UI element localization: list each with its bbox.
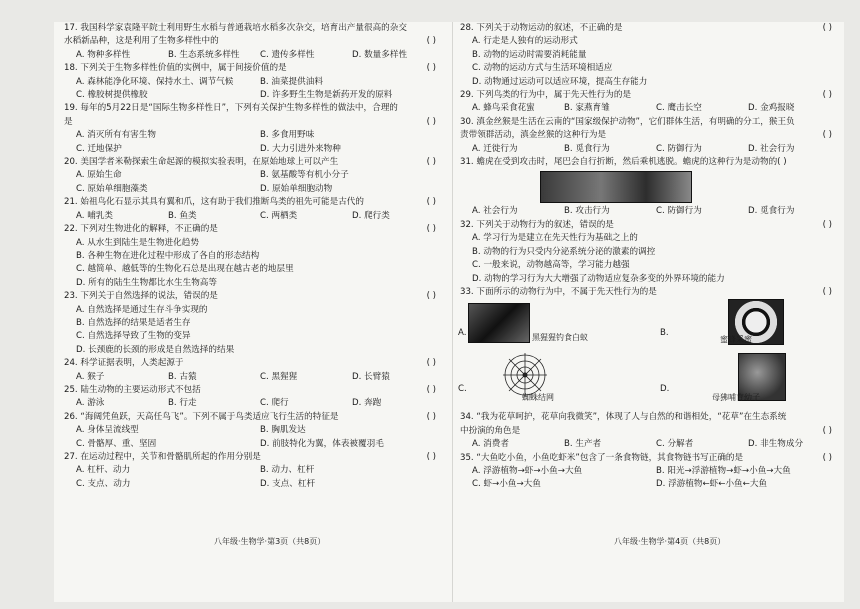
option: D. 大力引进外来物种 [260, 143, 341, 154]
option: D. 数量多样性 [352, 49, 408, 60]
option: C. 自然选择导致了生物的变异 [76, 331, 191, 342]
answer-paren: ( ) [426, 224, 436, 235]
option: D. 爬行类 [352, 210, 390, 221]
option: D. 长颈鹿的长颈的形成是自然选择的结果 [76, 344, 235, 355]
question-stem: 25. 陆生动物的主要运动形式不包括 ( ) [64, 384, 444, 397]
question-stem: 23. 下列关于自然选择的说法，错误的是 ( ) [64, 290, 444, 303]
figure-caption: 母狒哺育幼子 [712, 393, 760, 403]
option: B. 行走 [168, 398, 197, 409]
option: D. 许多野生生物是新药开发的原料 [260, 90, 393, 101]
options-row [64, 89, 444, 102]
question-stem: 30. 滇金丝猴是生活在云南的“国家级保护动物”，它们群体生活，有明确的分工，猴王负 [460, 116, 795, 127]
option: A. 行走是人独有的运动形式 [472, 36, 578, 47]
option: C. 骨骼厚、重、坚固 [76, 438, 157, 449]
option: B. 生产者 [564, 439, 602, 450]
option-letter: A. [458, 328, 467, 339]
option: D. 支点、杠杆 [260, 478, 316, 489]
option: A. 自然选择是通过生存斗争实现的 [76, 304, 208, 315]
option: C. 支点、动力 [76, 478, 131, 489]
options-row [460, 205, 840, 218]
gecko-figure [460, 169, 840, 205]
option: A. 物种多样性 [76, 49, 131, 60]
question-stem: 19. 每年的5月22日是“国际生物多样性日”，下列有关保护生物多样性的做法中，合理的 [64, 103, 398, 114]
option: B. 动物的行为只受内分泌系统分泌的激素的调控 [472, 246, 656, 257]
question-stem-cont: 责带领群活动，滇金丝猴的这种行为是 ( ) [460, 129, 840, 142]
option: D. 所有的陆生生物都比水生生物高等 [76, 277, 217, 288]
options-row [64, 464, 444, 477]
option: C. 防御行为 [656, 143, 702, 154]
option: A. 迁徙行为 [472, 143, 518, 154]
option: B. 氨基酸等有机小分子 [260, 170, 349, 181]
option: B. 胸肌发达 [260, 425, 306, 436]
answer-paren: ( ) [822, 452, 832, 463]
answer-paren: ( ) [426, 291, 436, 302]
option: B. 鱼类 [168, 210, 197, 221]
behavior-figures [460, 299, 840, 411]
option: B. 自然选择的结果是适者生存 [76, 317, 191, 328]
question-stem: 31. 蟾虎在受到攻击时，尾巴会自行折断，然后乘机逃脱。蟾虎的这种行为是动物的( ) [460, 157, 787, 168]
answer-paren: ( ) [822, 130, 832, 141]
option: A. 消灭所有有害生物 [76, 130, 156, 141]
question-stem: 20. 美国学者米勒探索生命起源的模拟实验表明，在原始地球上可以产生 ( ) [64, 156, 444, 169]
question-stem-cont: 水稻新品种，这是利用了生物多样性中的 ( ) [64, 35, 444, 48]
option: D. 非生物成分 [748, 439, 804, 450]
question-stem: 21. 始祖鸟化石显示其具有翼和爪，这有助于我们推断鸟类的祖先可能是古代的 ( ) [64, 196, 444, 209]
options-row [460, 438, 840, 451]
options-row [460, 478, 840, 491]
option: A. 猴子 [76, 371, 105, 382]
option: A. 身体呈流线型 [76, 425, 139, 436]
answer-paren: ( ) [426, 411, 436, 422]
answer-paren: ( ) [426, 197, 436, 208]
option-letter: D. [660, 384, 670, 395]
question-stem: 32. 下列关于动物行为的叙述，错误的是 ( ) [460, 219, 840, 232]
options-row [64, 371, 444, 384]
option: D. 原始单细胞动物 [260, 183, 333, 194]
option: C. 防御行为 [656, 206, 702, 217]
option: C. 分解者 [656, 439, 694, 450]
question-stem: 29. 下列鸟类的行为中，属于先天性行为的是 ( ) [460, 89, 840, 102]
question-stem-cont: 是 ( ) [64, 116, 444, 129]
option: B. 古猿 [168, 371, 197, 382]
option: B. 油菜提供油料 [260, 76, 323, 87]
options-row [64, 49, 444, 62]
option: C. 虾→小鱼→大鱼 [472, 479, 541, 490]
option: D. 动物通过运动可以适应环境，提高生存能力 [472, 76, 648, 87]
option: C. 两栖类 [260, 210, 298, 221]
options-row [64, 183, 444, 196]
option: A. 原始生命 [76, 170, 122, 181]
option: A. 蜂鸟采食花蜜 [472, 103, 535, 114]
question-stem-cont: 中扮演的角色是 ( ) [460, 425, 840, 438]
options-row [460, 102, 840, 115]
answer-paren: ( ) [426, 452, 436, 462]
right-page-footer: 八年级·生物学·第4页（共8页） [614, 537, 726, 546]
option: B. 动物的运动时需要消耗能量 [472, 49, 587, 60]
option: C. 动物的运动方式与生活环境相适应 [472, 63, 613, 74]
option: A. 学习行为是建立在先天性行为基础之上的 [472, 233, 638, 244]
option: B. 各种生物在进化过程中形成了各自的形态结构 [76, 250, 260, 261]
figure-caption: 蜘蛛结网 [522, 393, 554, 403]
answer-paren: ( ) [822, 23, 832, 33]
option: C. 原始单细胞藻类 [76, 183, 148, 194]
option: A. 从水生到陆生是生物进化趋势 [76, 237, 199, 248]
left-page [64, 22, 444, 491]
option: D. 奔跑 [352, 398, 382, 409]
option-letter: C. [458, 384, 467, 395]
option: A. 社会行为 [472, 206, 518, 217]
exam-sheet [54, 22, 844, 602]
option: C. 橡胶树提供橡胶 [76, 90, 148, 101]
chimpanzee-picture [468, 303, 530, 343]
option: D. 动物的学习行为大大增强了动物适应复杂多变的外界环境的能力 [472, 273, 725, 284]
option: C. 一般来说，动物越高等，学习能力越强 [472, 260, 630, 271]
question-stem: 27. 在运动过程中，关节和骨骼肌所起的作用分别是 ( ) [64, 451, 444, 464]
option: D. 长臂猿 [352, 371, 390, 382]
question-stem: 17. 我国科学家袁隆平院士利用野生水稻与普通栽培水稻多次杂交，培育出产量很高的杂交 [64, 23, 407, 33]
question-stem: 18. 下列关于生物多样性价值的实例中，属于间接价值的是 ( ) [64, 62, 444, 75]
answer-paren: ( ) [822, 425, 832, 436]
options-row [64, 210, 444, 223]
option: A. 哺乳类 [76, 210, 113, 221]
option: C. 爬行 [260, 398, 289, 409]
figure-caption: 黑猩猩钓食白蚁 [532, 333, 588, 343]
options-row [64, 129, 444, 142]
options-row [64, 438, 444, 451]
question-stem: 34. “我为花草呵护，花草向我微笑”，体现了人与自然的和谐相处，“花草”在生态系统 [460, 412, 787, 423]
option: B. 动力、杠杆 [260, 465, 315, 476]
gecko-picture [540, 171, 692, 203]
option: C. 越简单、越低等的生物化石总是出现在越古老的地层里 [76, 264, 294, 275]
page-fold [452, 22, 453, 602]
options-row [64, 169, 444, 182]
question-stem: 28. 下列关于动物运动的叙述，不正确的是 ( ) [460, 22, 840, 35]
option-letter: B. [660, 328, 669, 339]
option: D. 浮游植物←虾←小鱼←大鱼 [656, 479, 768, 490]
question-stem: 35. “大鱼吃小鱼，小鱼吃虾米”包含了一条食物链，其食物链书写正确的是 ( ) [460, 452, 840, 465]
option: A. 森林能净化环境、保持水土、调节气候 [76, 76, 234, 87]
option: D. 觅食行为 [748, 206, 795, 217]
option: B. 生态系统多样性 [168, 49, 240, 60]
answer-paren: ( ) [822, 286, 832, 297]
option: A. 游泳 [76, 398, 105, 409]
option: A. 浮游植物→虾→小鱼→大鱼 [472, 465, 583, 476]
option: B. 觅食行为 [564, 143, 610, 154]
option: C. 黑猩猩 [260, 371, 298, 382]
answer-paren: ( ) [426, 116, 436, 127]
option: A. 消费者 [472, 439, 509, 450]
answer-paren: ( ) [426, 157, 436, 168]
answer-paren: ( ) [426, 36, 436, 47]
options-row [64, 143, 444, 156]
options-row [64, 478, 444, 491]
option: B. 攻击行为 [564, 206, 610, 217]
answer-paren: ( ) [426, 358, 436, 369]
question-stem: 33. 下面所示的动物行为中，不属于先天性行为的是 ( ) [460, 286, 840, 299]
answer-paren: ( ) [426, 384, 436, 395]
answer-paren: ( ) [822, 219, 832, 230]
option: D. 社会行为 [748, 143, 795, 154]
answer-paren: ( ) [426, 63, 436, 74]
right-page [460, 22, 840, 492]
options-row [64, 424, 444, 437]
option: D. 前肢特化为翼，体表被覆羽毛 [260, 438, 384, 449]
question-stem: 24. 科学证据表明，人类起源于 ( ) [64, 357, 444, 370]
option: B. 阳光→浮游植物→虾→小鱼→大鱼 [656, 465, 791, 476]
option: C. 鹰击长空 [656, 103, 702, 114]
option: D. 金鸡报晓 [748, 103, 795, 114]
option: B. 家燕育雏 [564, 103, 610, 114]
question-stem: 26. “海阔凭鱼跃，天高任鸟飞”。下列不属于鸟类适应飞行生活的特征是 ( ) [64, 411, 444, 424]
question-stem: 22. 下列对生物进化的解释，不正确的是 ( ) [64, 223, 444, 236]
figure-caption: 蜜蜂采蜜 [720, 335, 752, 345]
option: C. 迁地保护 [76, 143, 122, 154]
option: C. 遗传多样性 [260, 49, 315, 60]
answer-paren: ( ) [822, 90, 832, 101]
options-row [460, 465, 840, 478]
option: A. 杠杆、动力 [76, 465, 131, 476]
left-page-footer: 八年级·生物学·第3页（共8页） [214, 537, 326, 546]
option: B. 多食用野味 [260, 130, 315, 141]
options-row [64, 397, 444, 410]
options-row [460, 143, 840, 156]
options-row [64, 76, 444, 89]
